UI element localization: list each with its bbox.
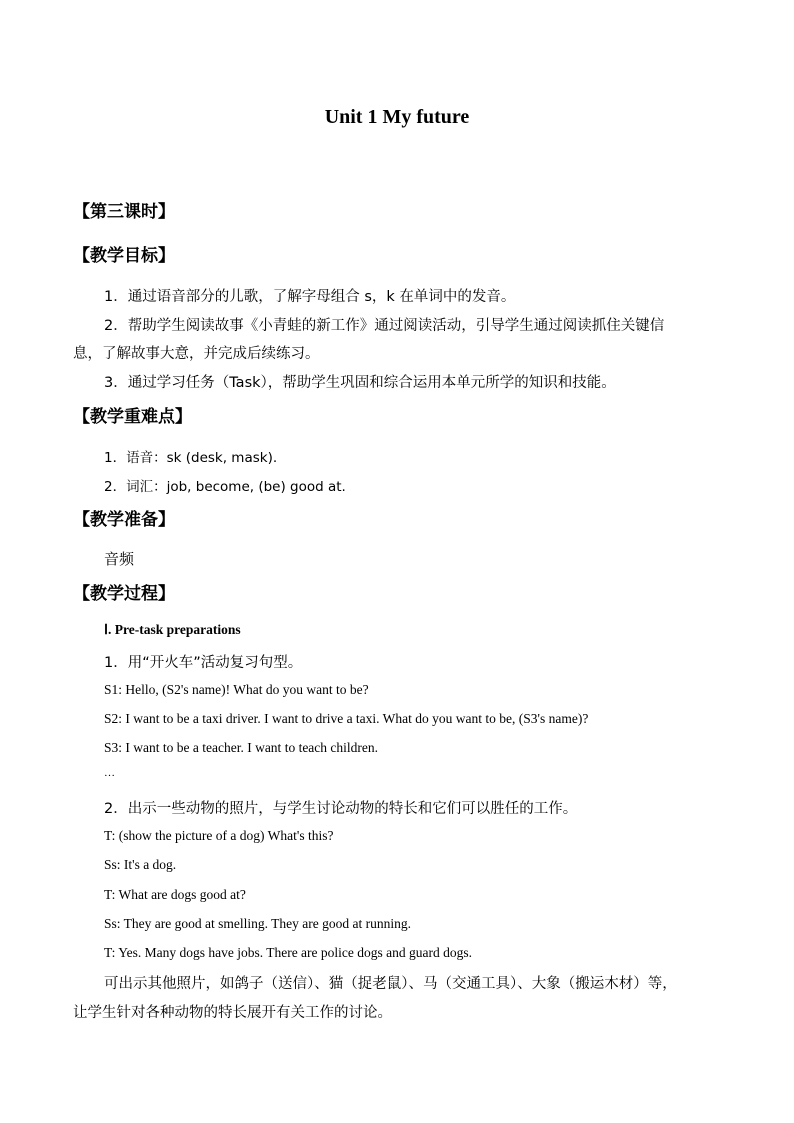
dialogue-line-ss1: Ss: It's a dog. — [104, 857, 177, 872]
dialogue-line-ss2: Ss: They are good at smelling. They are good at running. — [104, 916, 411, 931]
heading-preparation: 【教学准备】 — [73, 510, 175, 530]
dialogue-line-s3: S3: I want to be a teacher. I want to teach children. — [104, 740, 379, 755]
dialogue-line-s1: S1: Hello, (S2's name)! What do you want to be? — [104, 682, 369, 697]
objective-item-2-line-2: 息，了解故事大意，并完成后续练习。 — [73, 346, 320, 362]
dialogue-line-t1: T: (show the picture of a dog) What's this? — [104, 828, 334, 843]
note-line-2: 让学生针对各种动物的特长展开有关工作的讨论。 — [73, 1005, 392, 1021]
dialogue-line-s2: S2: I want to be a taxi driver. I want to drive a taxi. What do you want to be, (S3's name)? — [104, 711, 589, 726]
objective-item-2-line-1: 2．帮助学生阅读故事《小青蛙的新工作》通过阅读活动，引导学生通过阅读抓住关键信 — [104, 318, 665, 334]
key-point-item-1: 1．语音：sk (desk, mask). — [104, 450, 278, 466]
key-point-item-2: 2．词汇：job, become, (be) good at. — [104, 479, 346, 495]
page-title: Unit 1 My future — [324, 106, 470, 128]
dialogue-line-t2: T: What are dogs good at? — [104, 887, 246, 902]
step-2: 2．出示一些动物的照片，与学生讨论动物的特长和它们可以胜任的工作。 — [104, 801, 578, 817]
step-1: 1．用“开火车”活动复习句型。 — [104, 655, 303, 671]
dialogue-line-t3: T: Yes. Many dogs have jobs. There are police dogs and guard dogs. — [104, 945, 473, 960]
heading-lesson: 【第三课时】 — [73, 202, 175, 222]
heading-process: 【教学过程】 — [73, 584, 175, 604]
objective-item-1: 1．通过语音部分的儿歌，了解字母组合 s，k 在单词中的发音。 — [104, 289, 516, 305]
heading-objectives: 【教学目标】 — [73, 246, 175, 266]
section-title-pre-task: Ⅰ. Pre-task preparations — [104, 622, 241, 637]
note-line-1: 可出示其他照片，如鸽子（送信）、猫（捉老鼠）、马（交通工具）、大象（搬运木材）等， — [104, 976, 677, 992]
preparation-text: 音频 — [104, 550, 135, 568]
ellipsis: … — [104, 767, 115, 779]
objective-item-3: 3．通过学习任务（Task），帮助学生巩固和综合运用本单元所学的知识和技能。 — [104, 375, 616, 391]
heading-key-points: 【教学重难点】 — [73, 407, 192, 427]
